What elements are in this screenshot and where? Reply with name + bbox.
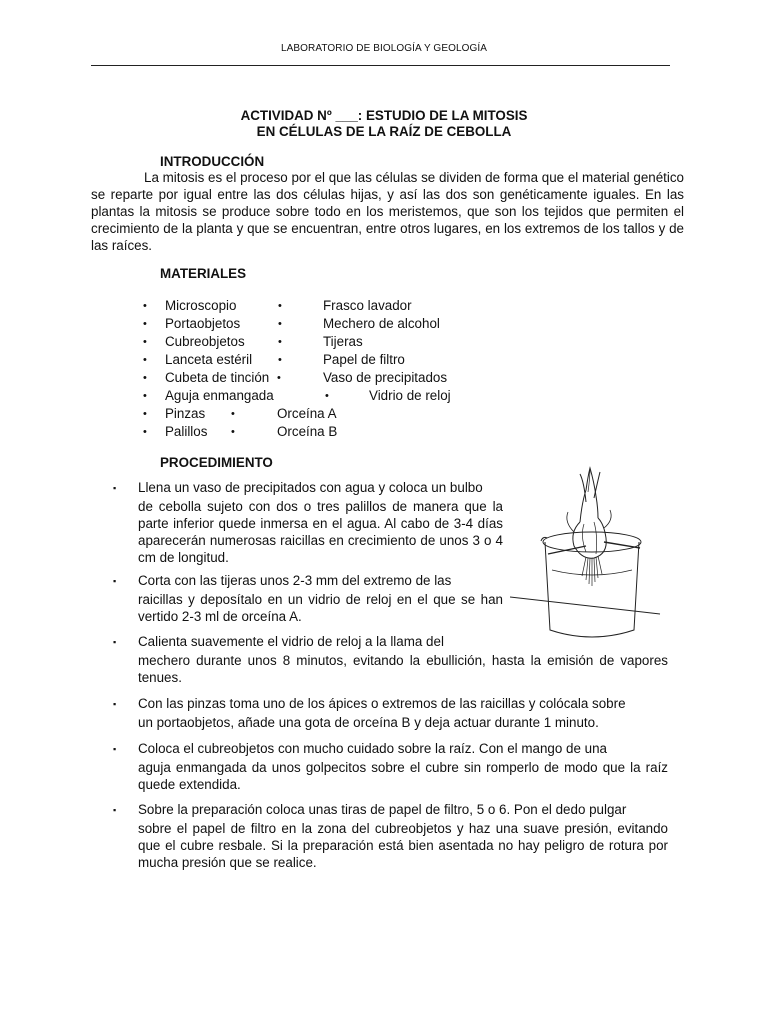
procedure-step <box>138 480 503 567</box>
beaker-icon <box>541 532 641 637</box>
procedure-step <box>138 696 668 732</box>
title-line-2: EN CÉLULAS DE LA RAÍZ DE CEBOLLA <box>256 124 512 139</box>
procedure-step-text: aguja enmangada da unos golpecitos sobre el cubre sin romperlo de modo que la raíz quede extendida. <box>138 759 668 792</box>
procedure-step <box>138 573 503 626</box>
material-item: Aguja enmangada <box>165 388 274 403</box>
bullet-icon: • <box>278 336 282 348</box>
onion-beaker-illustration <box>510 462 670 647</box>
square-bullet-icon: ▪ <box>113 576 117 586</box>
bullet-icon: • <box>231 408 235 420</box>
material-item: Microscopio <box>165 298 237 313</box>
bullet-icon: • <box>143 336 147 348</box>
square-bullet-icon: ▪ <box>113 744 117 754</box>
material-item: Portaobjetos <box>165 316 241 331</box>
toothpick-right <box>604 542 640 548</box>
bullet-icon: • <box>143 426 147 438</box>
procedure-step-first-line: Calienta suavemente el vidrio de reloj a la llama del <box>138 634 444 649</box>
bullet-icon: • <box>278 354 282 366</box>
bullet-icon: • <box>143 390 147 402</box>
bullet-icon: • <box>143 300 147 312</box>
material-item: Pinzas <box>165 406 206 421</box>
bullet-icon: • <box>325 390 329 402</box>
bullet-icon: • <box>143 408 147 420</box>
intro-paragraph: La mitosis es el proceso por el que las células se dividen de forma que el material genético se reparte por igual entre las dos células hijas, y así las dos son genéticamente iguales. En las plantas la mitosis se produce sobre todo en los meristemos, que son los tejidos que permiten el crecimiento de la planta y que se encuentran, entre otros lugares, en los extremos de los tallos y de las raíces. <box>91 170 684 253</box>
materials-list <box>0 297 768 447</box>
intro-heading: INTRODUCCIÓN <box>160 154 265 169</box>
procedure-step-text: de cebolla sujeto con dos o tres palillos de manera que la parte inferior quede inmersa en el agua. Al cabo de 3-4 días aparecerán numerosas raicillas en crecimiento de unos 3 o 4 cm de longitud. <box>138 498 503 565</box>
procedure-step-first-line: Llena un vaso de precipitados con agua y coloca un bulbo <box>138 480 483 495</box>
procedure-step-text: mechero durante unos 8 minutos, evitando la ebullición, hasta la emisión de vapores tenues. <box>138 652 668 685</box>
toothpick-left <box>548 546 586 554</box>
material-item: Mechero de alcohol <box>323 316 440 331</box>
bullet-icon: • <box>143 354 147 366</box>
procedure-step-first-line: Coloca el cubreobjetos con mucho cuidado sobre la raíz. Con el mango de una <box>138 741 607 756</box>
material-item: Frasco lavador <box>323 298 412 313</box>
material-item: Cubeta de tinción <box>165 370 270 385</box>
material-item: Palillos <box>165 424 208 439</box>
procedure-step-text: sobre el papel de filtro en la zona del cubreobjetos y haz una suave presión, evitando que el cubre resbale. Si la preparación está bien asentada no hay peligro de rotura por mucha presión que se realice. <box>138 820 668 870</box>
bullet-icon: • <box>278 318 282 330</box>
header-rule <box>91 65 670 66</box>
material-item: Cubreobjetos <box>165 334 245 349</box>
material-item: Vaso de precipitados <box>323 370 448 385</box>
square-bullet-icon: ▪ <box>113 483 117 493</box>
procedure-step-text: un portaobjetos, añade una gota de orceína B y deja actuar durante 1 minuto. <box>138 714 599 730</box>
page-header: LABORATORIO DE BIOLOGÍA Y GEOLOGÍA <box>280 43 488 54</box>
procedure-heading: PROCEDIMIENTO <box>160 455 273 470</box>
material-item: Lanceta estéril <box>165 352 253 367</box>
procedure-step-first-line: Con las pinzas toma uno de los ápices o extremos de las raicillas y colócala sobre <box>138 696 626 711</box>
onion-bulb-icon <box>567 468 611 558</box>
bullet-icon: • <box>143 372 147 384</box>
square-bullet-icon: ▪ <box>113 637 117 647</box>
procedure-step-text: raicillas y deposítalo en un vidrio de reloj en el que se han vertido 2-3 ml de orceína A. <box>138 591 503 624</box>
procedure-step-first-line: Sobre la preparación coloca unas tiras de papel de filtro, 5 o 6. Pon el dedo pulgar <box>138 802 627 817</box>
bullet-icon: • <box>278 300 282 312</box>
material-item: Orceína B <box>277 424 338 439</box>
procedure-step-first-line: Corta con las tijeras unos 2-3 mm del extremo de las <box>138 573 452 588</box>
square-bullet-icon: ▪ <box>113 699 117 709</box>
procedure-step <box>138 802 668 872</box>
material-item: Papel de filtro <box>323 352 405 367</box>
bullet-icon: • <box>277 372 281 384</box>
bullet-icon: • <box>143 318 147 330</box>
material-item: Vidrio de reloj <box>369 388 451 403</box>
roots-icon <box>582 556 602 586</box>
square-bullet-icon: ▪ <box>113 805 117 815</box>
bullet-icon: • <box>231 426 235 438</box>
procedure-step <box>138 741 668 794</box>
material-item: Tijeras <box>323 334 363 349</box>
title-line-1: ACTIVIDAD Nº ___: ESTUDIO DE LA MITOSIS <box>240 108 528 123</box>
material-item: Orceína A <box>277 406 337 421</box>
materials-heading: MATERIALES <box>160 266 247 281</box>
surface-line <box>510 597 660 614</box>
